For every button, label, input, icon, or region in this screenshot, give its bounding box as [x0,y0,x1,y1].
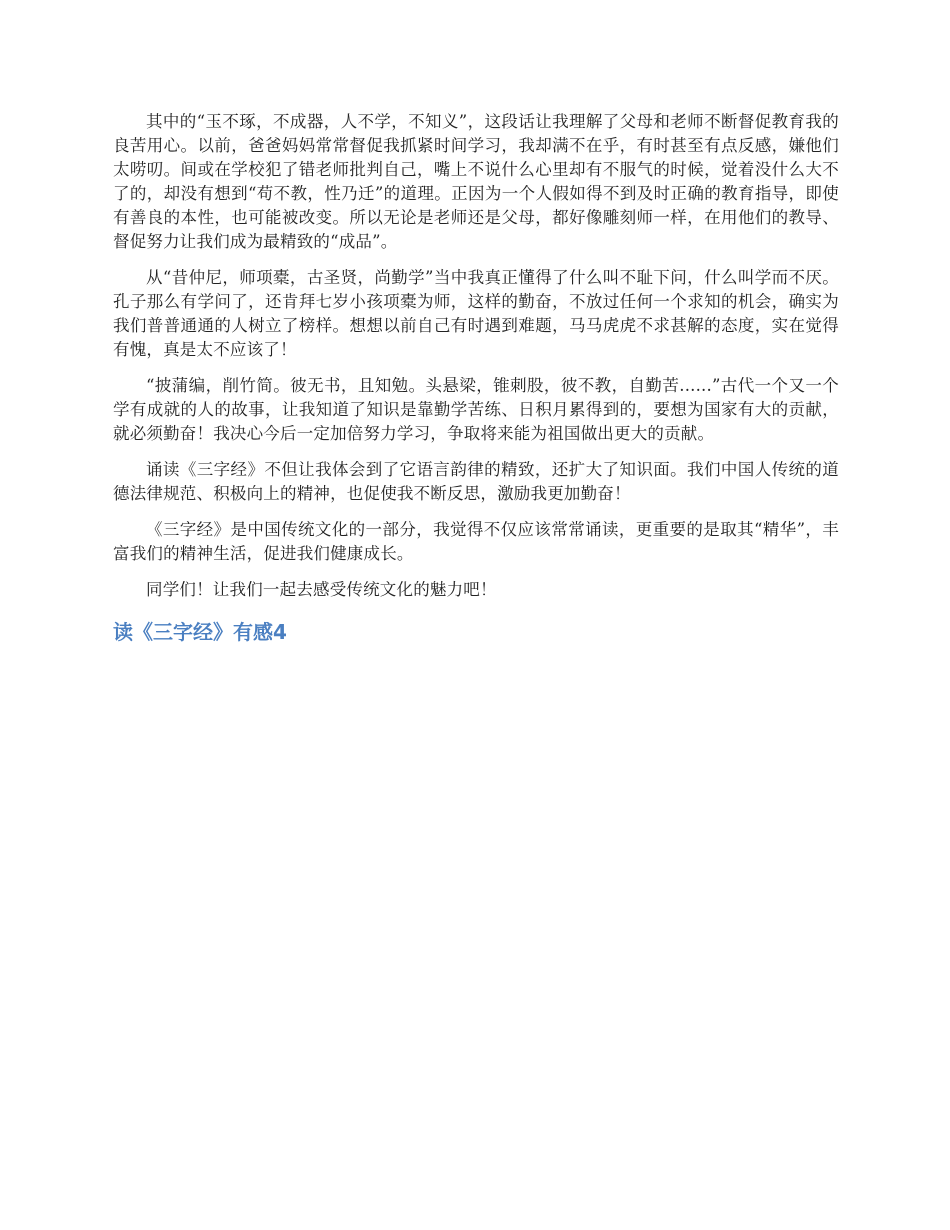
paragraph: 《三字经》是中国传统文化的一部分，我觉得不仅应该常常诵读，更重要的是取其“精华”，丰富我们的精神生活，促进我们健康成长。 [113,520,839,563]
paragraph: 同学们！让我们一起去感受传统文化的魅力吧！ [146,580,497,599]
paragraph: 诵读《三字经》不但让我体会到了它语言韵律的精致，还扩大了知识面。我们中国人传统的道德法律规范、积极向上的精神，也促使我不断反思，激励我更加勤奋！ [113,460,839,503]
paragraph: 其中的“玉不琢，不成器，人不学，不知义”，这段话让我理解了父母和老师不断督促教育我的良苦用心。以前，爸爸妈妈常常督促我抓紧时间学习，我却满不在乎，有时甚至有点反感，嫌他们太唠叨。间或在学校犯了错老师批判自己，嘴上不说什么心里却有不服气的时候，觉着没什么大不了的，却没有想到“苟不教，性乃迁”的道理。正因为一个人假如得不到及时正确的教育指导，即使有善良的本性，也可能被改变。所以无论是老师还是父母，都好像雕刻师一样，在用他们的教导、督促努力让我们成为最精致的“成品”。 [113,112,839,251]
paragraph: “披蒲编，削竹简。彼无书，且知勉。头悬梁，锥刺股，彼不教，自勤苦......”古代一个又一个学有成就的人的故事，让我知道了知识是靠勤学苦练、日积月累得到的，要想为国家有大的贡献，就必须勤奋！我决心今后一定加倍努力学习，争取将来能为祖国做出更大的贡献。 [113,376,839,443]
paragraph: 从“昔仲尼，师项橐，古圣贤，尚勤学”当中我真正懂得了什么叫不耻下问，什么叫学而不厌。孔子那么有学问了，还肯拜七岁小孩项橐为师，这样的勤奋，不放过任何一个求知的机会，确实为我们普普通通的人树立了榜样。想想以前自己有时遇到难题，马马虎虎不求甚解的态度，实在觉得有愧，真是太不应该了！ [113,268,839,359]
section-heading: 读《三字经》有感4 [113,620,287,644]
document-body [113,110,839,646]
